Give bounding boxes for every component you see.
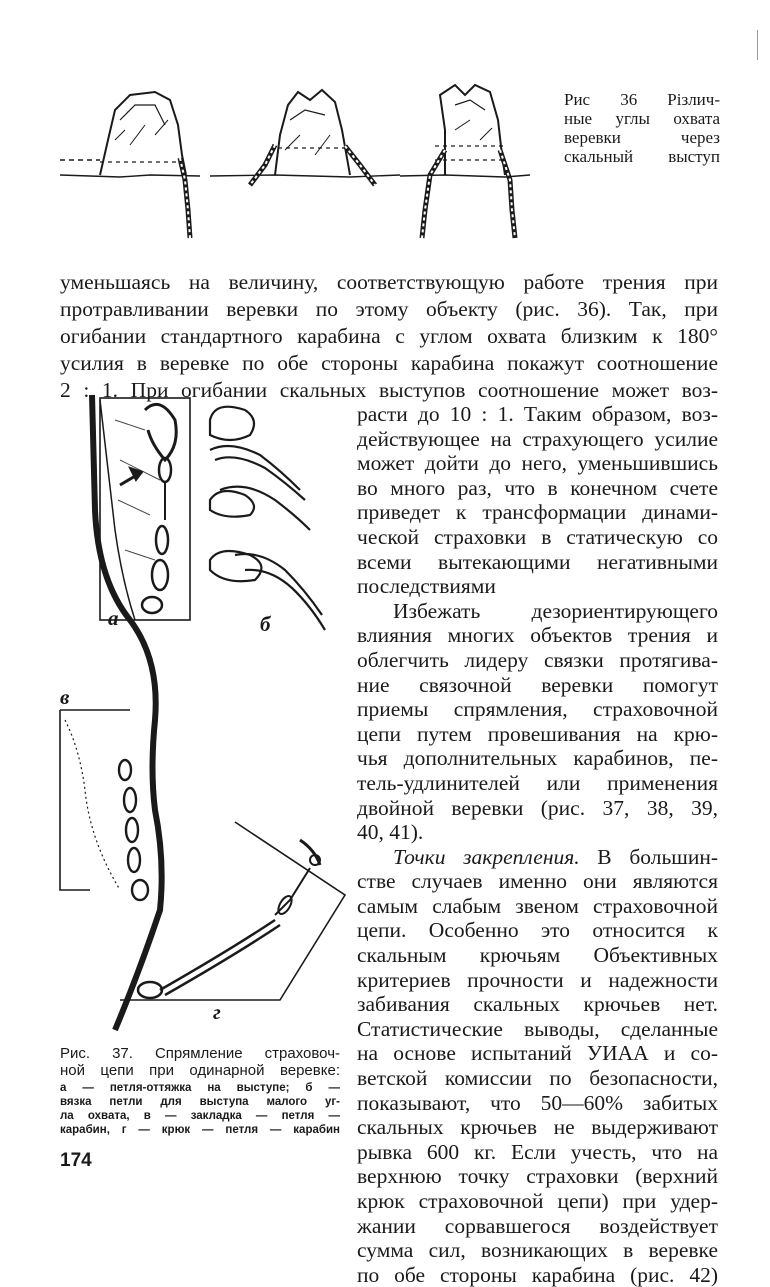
label-g: г: [213, 1000, 221, 1024]
text-line: может дойти до него, уменьшившись: [357, 451, 718, 476]
text-line: влияния многих объектов трения и: [357, 623, 718, 648]
text-line: жании сорвавшегося воздействует: [357, 1213, 718, 1238]
text-line: всеми вытекающими негативными: [357, 549, 718, 574]
text-line: чья дополнительных карабинов, пе-: [357, 746, 718, 771]
text-line: ческой страховки в статическую со: [357, 524, 718, 549]
text-line: забивания скальных крючьев нет.: [357, 992, 718, 1017]
text-line: сумма сил, возникающих в веревке: [357, 1238, 718, 1263]
figure-37-legend: [60, 1081, 340, 1137]
text-line: 2 : 1. При огибании скальных выступов соотношение может воз-: [60, 378, 718, 402]
text-line: рывка 600 кг. Если учесть, что на: [357, 1139, 718, 1164]
text-line: скальных крючьев не выдерживают: [357, 1115, 718, 1140]
legend-line: ла охвата, в — закладка — петля —: [60, 1110, 340, 1122]
body-text-top: [60, 269, 718, 404]
page-edge-mark: [757, 30, 758, 60]
text-line: тель-удлинителей или применения: [357, 770, 718, 795]
text-line: ветской комиссии по безопасности,: [357, 1066, 718, 1091]
text-line: огибании стандартного карабина с углом охвата близким к 180°: [60, 324, 718, 348]
text-line: Избежать дезориентирующего: [393, 598, 718, 623]
text-line: критериев прочности и надежности: [357, 967, 718, 992]
caption-line: ной цепи при одинарной веревке:: [60, 1061, 340, 1079]
text-line: приемы спрямления, страховочной: [357, 697, 718, 722]
text-line: во много раз, что в конечном счете: [357, 475, 718, 500]
text-line: ние связочной веревки помогут: [357, 672, 718, 697]
section-heading-italic: Точки закрепления.: [393, 844, 580, 869]
rock-horn-3: [440, 85, 505, 175]
figure-36-illustration: [60, 80, 550, 245]
text-line: на основе испытаний УИАА и со-: [357, 1041, 718, 1066]
text-line: усилия в веревке по обе стороны карабина покажут соотношение: [60, 351, 718, 375]
text-line: стве случаев именно они являются: [357, 869, 718, 894]
text-line: уменьшаясь на величину, соответствующую работе трения при: [60, 270, 718, 294]
caption-line: Рис 36 Різлич-: [564, 90, 720, 109]
text-line: расти до 10 : 1. Таким образом, воз-: [357, 402, 718, 426]
text-line: [357, 845, 718, 870]
panel-v-frame: [60, 710, 130, 890]
text-line: протравливании веревки по этому объекту (рис. 36). Так, при: [60, 297, 718, 321]
text-line: скальным крючьям Объективных: [357, 943, 718, 968]
caption-line: ные углы охвата: [564, 109, 720, 128]
text-line: по обе стороны карабина (рис. 42): [357, 1262, 718, 1287]
text-line: 40, 41).: [357, 820, 424, 845]
label-b: б: [260, 612, 271, 636]
caption-line: веревки через: [564, 128, 720, 147]
body-text-column: [357, 402, 718, 1287]
label-a: а: [108, 606, 119, 630]
text-line: приведет к трансформации динами-: [357, 500, 718, 525]
text-line: двойной веревки (рис. 37, 38, 39,: [357, 795, 718, 820]
text-line: крюк страховочной цепи) при удер-: [357, 1189, 718, 1213]
text-line: Статистические выводы, сделанные: [357, 1016, 718, 1041]
figure-36-caption: [564, 90, 720, 166]
figure-37-illustration: [60, 390, 350, 1030]
text-line: последствиями: [357, 574, 496, 599]
label-v: в: [60, 685, 70, 709]
section-heading-text: [393, 845, 718, 869]
caption-line: Рис. 37. Спрямление страховоч-: [60, 1045, 340, 1062]
figure-37-caption: [60, 1046, 340, 1079]
caption-line: скальный выступ: [564, 147, 720, 166]
legend-line: вязка петли для выступа малого уг-: [60, 1096, 340, 1108]
text-line: облегчить лидеру связки протягива-: [357, 647, 718, 672]
text-line: цепи путем провешивания на крю-: [357, 721, 718, 746]
rock-horn-2: [275, 90, 350, 175]
text-line: самым слабым звеном страховочной: [357, 893, 718, 918]
panel-b-knots: [210, 407, 325, 630]
page-number: 174: [60, 1150, 92, 1171]
legend-line: карабин, г — крюк — петля — карабин: [60, 1124, 340, 1136]
text-line: действующее на страхующего усилие: [357, 426, 718, 451]
text-line: верхнюю точку страховки (верхний: [357, 1164, 718, 1189]
rope-3: [422, 150, 445, 238]
section-heading-rest: В большин-: [579, 844, 718, 869]
text-line: показывают, что 50—60% забитых: [357, 1090, 718, 1115]
main-rope: [92, 395, 162, 1030]
text-line: цепи. Особенно это относится к: [357, 918, 718, 943]
legend-line: а — петля-оттяжка на выступе; б —: [60, 1082, 340, 1094]
